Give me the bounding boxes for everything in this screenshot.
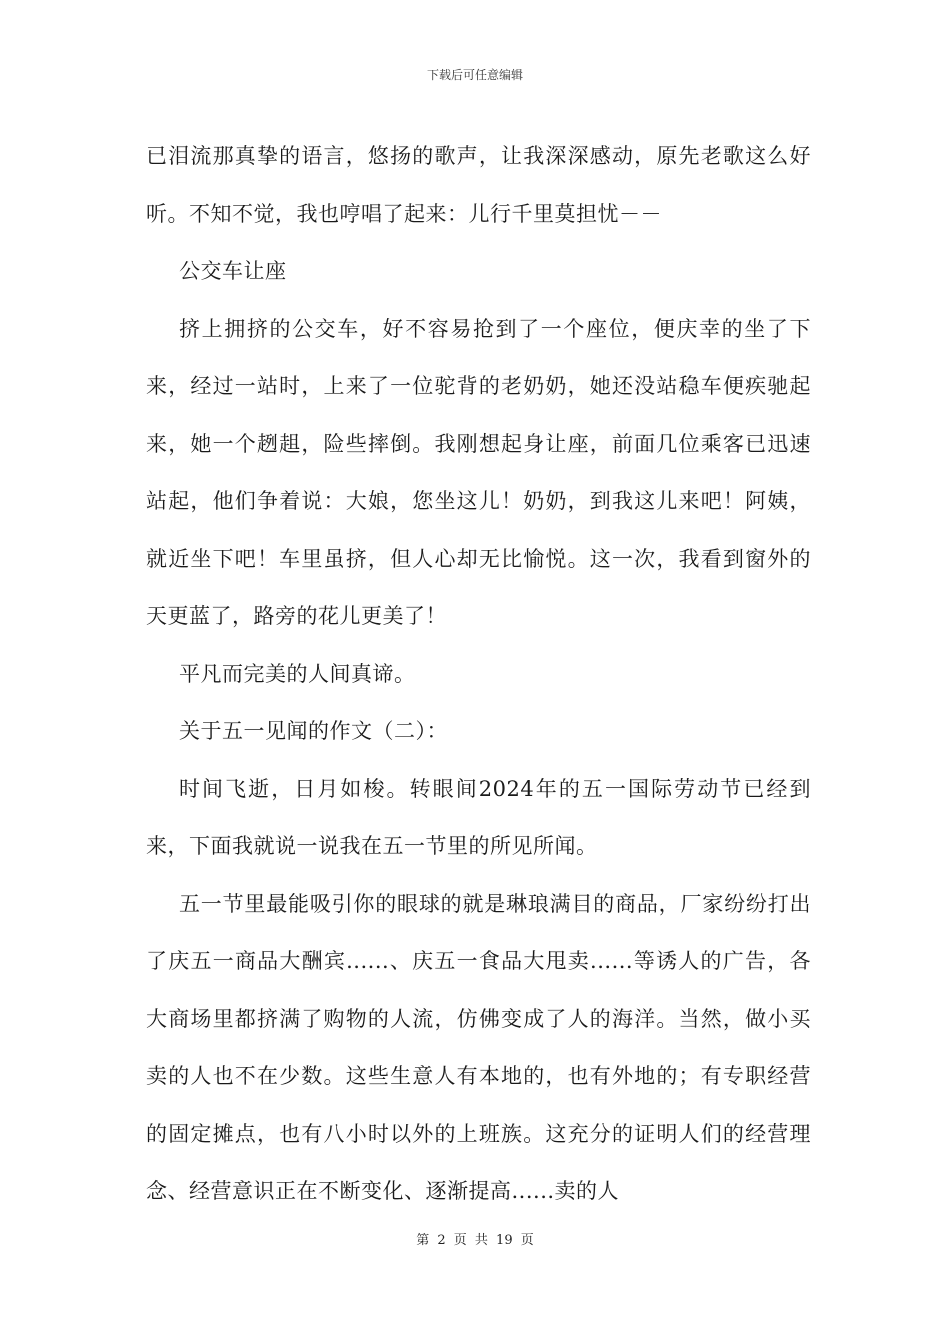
paragraph-3: 挤上拥挤的公交车，好不容易抢到了一个座位，便庆幸的坐了下来，经过一站时，上来了一位驼背的老奶奶，她还没站稳车便疾驰起来，她一个趔趄，险些摔倒。我刚想起身让座，前面几位乘客已迅速站起，他们争着说：大娘，您坐这儿！奶奶，到我这儿来吧！阿姨，就近坐下吧！车里虽挤，但人心却无比愉悦。这一次，我看到窗外的天更蓝了，路旁的花儿更美了！ [146,316,811,628]
paragraph-1: 已泪流那真挚的语言，悠扬的歌声，让我深深感动，原先老歌这么好听。不知不觉，我也哼唱了起来：儿行千里莫担忧－－ [146,144,811,226]
paragraph-2-heading: 公交车让座 [179,259,287,283]
page-footer: 第 2 页 共 19 页 [416,1233,534,1248]
paragraph-6: 时间飞逝，日月如梭。转眼间2024年的五一国际劳动节已经到来，下面我就说一说我在五一节里的所见所闻。 [146,776,811,858]
paragraph-7: 五一节里最能吸引你的眼球的就是琳琅满目的商品，厂家纷纷打出了庆五一商品大酬宾......、庆五一食品大甩卖......等诱人的广告，各大商场里都挤满了购物的人流，仿佛变成了人的海洋。当然，做小买卖的人也不在少数。这些生意人有本地的，也有外地的；有专职经营的固定摊点，也有八小时以外的上班族。这充分的证明人们的经营理念、经营意识正在不断变化、逐渐提高......卖的人 [146,891,811,1203]
page-header: 下载后可任意编辑 [426,68,523,82]
paragraph-4: 平凡而完美的人间真谛。 [179,661,416,686]
paragraph-5-subtitle: 关于五一见闻的作文（二）： [179,719,448,743]
document-body [146,128,811,1221]
